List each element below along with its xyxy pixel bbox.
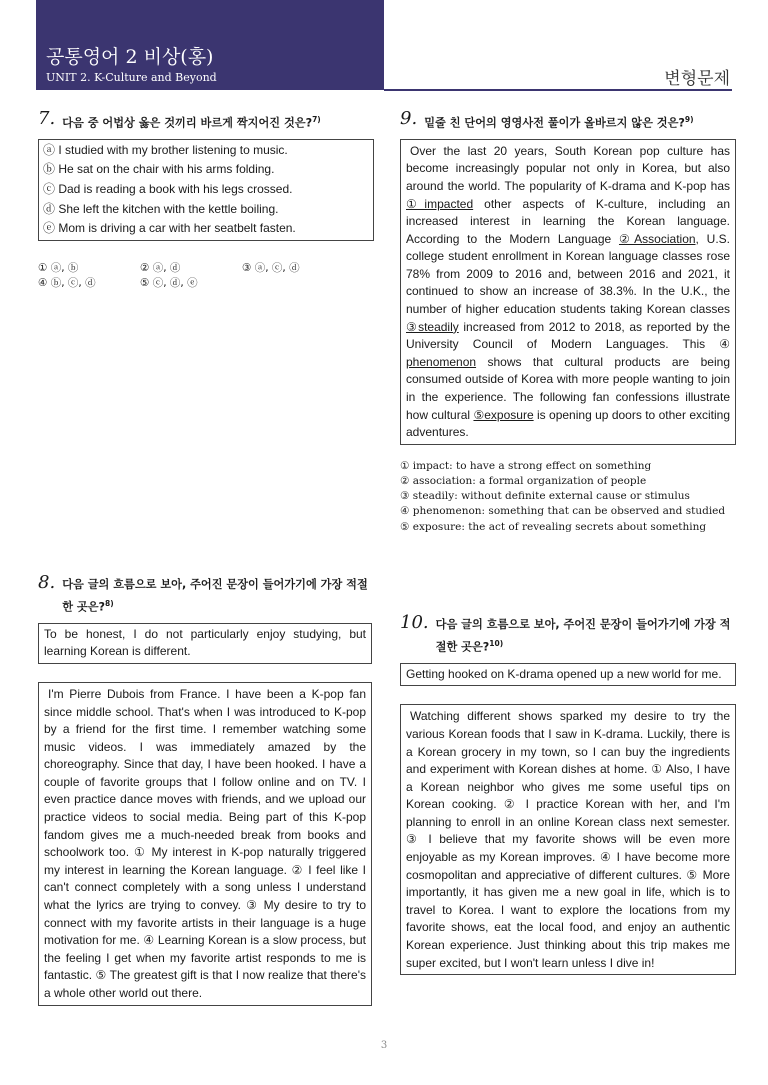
option-2[interactable]: ② ⓐ, ⓓ: [140, 261, 181, 274]
question-number: 7.: [38, 108, 56, 129]
question-8: [38, 574, 372, 1006]
footnote-mark: 10): [489, 639, 504, 648]
sentence-a: ⓐ I studied with my brother listening to music.: [43, 142, 288, 157]
passage-text: I'm Pierre Dubois from France. I have been a K-pop fan since middle school. That's when I was introduced to K-pop by a friend for the first time. I remember watching some music videos. I was immediately amazed by the choreography. Since that day, I have been hooked. I have a couple of favorite groups that I follow online and on TV. I even practice dance moves with friends, and we upload our practice videos to social media. Being part of this K-pop fandom gives me a much-needed break from books and schoolwork too. ① My interest in K-pop naturally triggered my interest in learning the Korean language. ② I feel like I can't connect completely with a song unless I understand what the lyrics are trying to convey. ③ My desire to try to connect with my favorite artists in their language is a huge motivation for me. ④ Learning Korean is a slow process, but the feeling I get when my favorite artist responds to me is fantastic. ⑤ The greatest gift is that I now realize that there's a whole other world out there.: [44, 686, 366, 1001]
header-right-label: 변형문제: [664, 69, 730, 89]
answer-options: [38, 261, 374, 291]
footnote-mark: 8): [105, 599, 114, 608]
option-5[interactable]: ⑤ exposure: the act of revealing secrets about something: [400, 520, 707, 533]
option-2[interactable]: ② association: a formal organization of people: [400, 475, 647, 488]
question-prompt: 다음 글의 흐름으로 보아, 주어진 문장이 들어가기에 가장 적절한 곳은?: [435, 618, 731, 654]
underlined-word-3: ③steadily: [406, 319, 459, 334]
footnote-mark: 9): [684, 115, 694, 124]
answer-options: [400, 459, 736, 535]
option-3[interactable]: ③ ⓐ, ⓒ, ⓓ: [242, 261, 300, 274]
option-4[interactable]: ④ ⓑ, ⓒ, ⓓ: [38, 276, 96, 289]
header-subtitle: UNIT 2. K-Culture and Beyond: [46, 71, 217, 84]
underlined-word-2: ②Association: [618, 231, 696, 246]
question-prompt: 다음 중 어법상 옳은 것끼리 바르게 짝지어진 것은?: [62, 116, 313, 130]
sentence-box: [38, 139, 374, 241]
question-9-heading: [400, 110, 736, 133]
question-number: 8.: [38, 572, 56, 593]
passage-box: [38, 682, 372, 1006]
passage-text: Watching different shows sparked my desire to try the various Korean foods that I saw in K-drama. Luckily, there is a Korean grocery in my town, so I can buy the ingredients and experiment with Korean dishes at home. ① Also, I have a Korean neighbor who gives me some useful tips on Korean cooking. ② I practice Korean with her, and I'm planning to enroll in an online Korean class next semester. ③ I believe that my favorite shows will be even more enjoyable as my Korean improves. ④ I have become more cosmopolitan and appreciative of different cultures. ⑤ More importantly, it has given me a new goal in life, which is to travel to Korea. I want to explore the locations from my favorite shows, eat the local food, and enjoy an authentic Korean experience. Just thinking about this trip makes me super excited, but I won't learn unless I dive in!: [406, 709, 730, 970]
sentence-d: ⓓ She left the kitchen with the kettle boiling.: [43, 201, 279, 216]
question-number: 9.: [400, 108, 418, 129]
question-8-heading: [38, 574, 372, 617]
page-number: 3: [380, 1040, 388, 1051]
given-sentence: To be honest, I do not particularly enjoy studying, but learning Korean is different.: [44, 626, 366, 659]
underlined-word-1: ①impacted: [406, 196, 474, 211]
header-banner: [36, 0, 384, 90]
option-1[interactable]: ① ⓐ, ⓑ: [38, 261, 79, 274]
question-10: [400, 614, 736, 975]
sentence-e: ⓔ Mom is driving a car with her seatbelt fasten.: [43, 221, 296, 236]
question-9: [400, 110, 736, 535]
passage-box: [400, 704, 736, 975]
option-4[interactable]: ④ phenomenon: something that can be observed and studied: [400, 505, 726, 518]
question-prompt: 밑줄 친 단어의 영영사전 풀이가 올바르지 않은 것은?: [424, 116, 685, 130]
question-10-heading: [400, 614, 736, 657]
question-7: [38, 110, 374, 291]
sentence-b: ⓑ He sat on the chair with his arms folding.: [43, 162, 275, 177]
passage-box: [400, 139, 736, 445]
sentence-c: ⓒ Dad is reading a book with his legs crossed.: [43, 181, 293, 196]
passage-text: Over the last 20 years, South Korean pop culture has become increasingly popular not only in Korea, but also around the world. The popularity of K-drama and K-pop has ①impacted other aspects of K-culture, including an increased interest in learning the Korean language. According to the Modern Language ②Association, U.S. college student enrollment in Korean language classes rose 78% from 2009 to 2016 and, between 2016 and 2021, it continued to show an increase of 38.3%. In the U.K., the number of higher education students taking Korean classes ③steadily increased from 2012 to 2018, as reported by the University Council of Modern Languages. This ④ phenomenon shows that cultural products are being consumed outside of Korea with more people wanting to join in the experience. The following fan confessions illustrate how cultural ⑤exposure is opening up doors to other exciting adventures.: [406, 143, 731, 440]
option-5[interactable]: ⑤ ⓒ, ⓓ, ⓔ: [140, 276, 198, 289]
option-1[interactable]: ① impact: to have a strong effect on something: [400, 459, 652, 472]
underlined-word-4: phenomenon: [406, 354, 477, 369]
question-number: 10.: [400, 612, 429, 633]
given-sentence: Getting hooked on K-drama opened up a new world for me.: [406, 666, 722, 681]
question-7-heading: [38, 110, 374, 133]
underlined-word-5: ⑤exposure: [473, 407, 534, 422]
given-sentence-box: [400, 663, 736, 687]
header-title: 공통영어 2 비상(홍): [46, 46, 214, 68]
option-3[interactable]: ③ steadily: without definite external cause or stimulus: [400, 490, 690, 503]
header-rule: [384, 89, 732, 91]
given-sentence-box: [38, 623, 372, 664]
question-prompt: 다음 글의 흐름으로 보아, 주어진 문장이 들어가기에 가장 적절한 곳은?: [62, 578, 368, 614]
footnote-mark: 7): [312, 115, 321, 124]
